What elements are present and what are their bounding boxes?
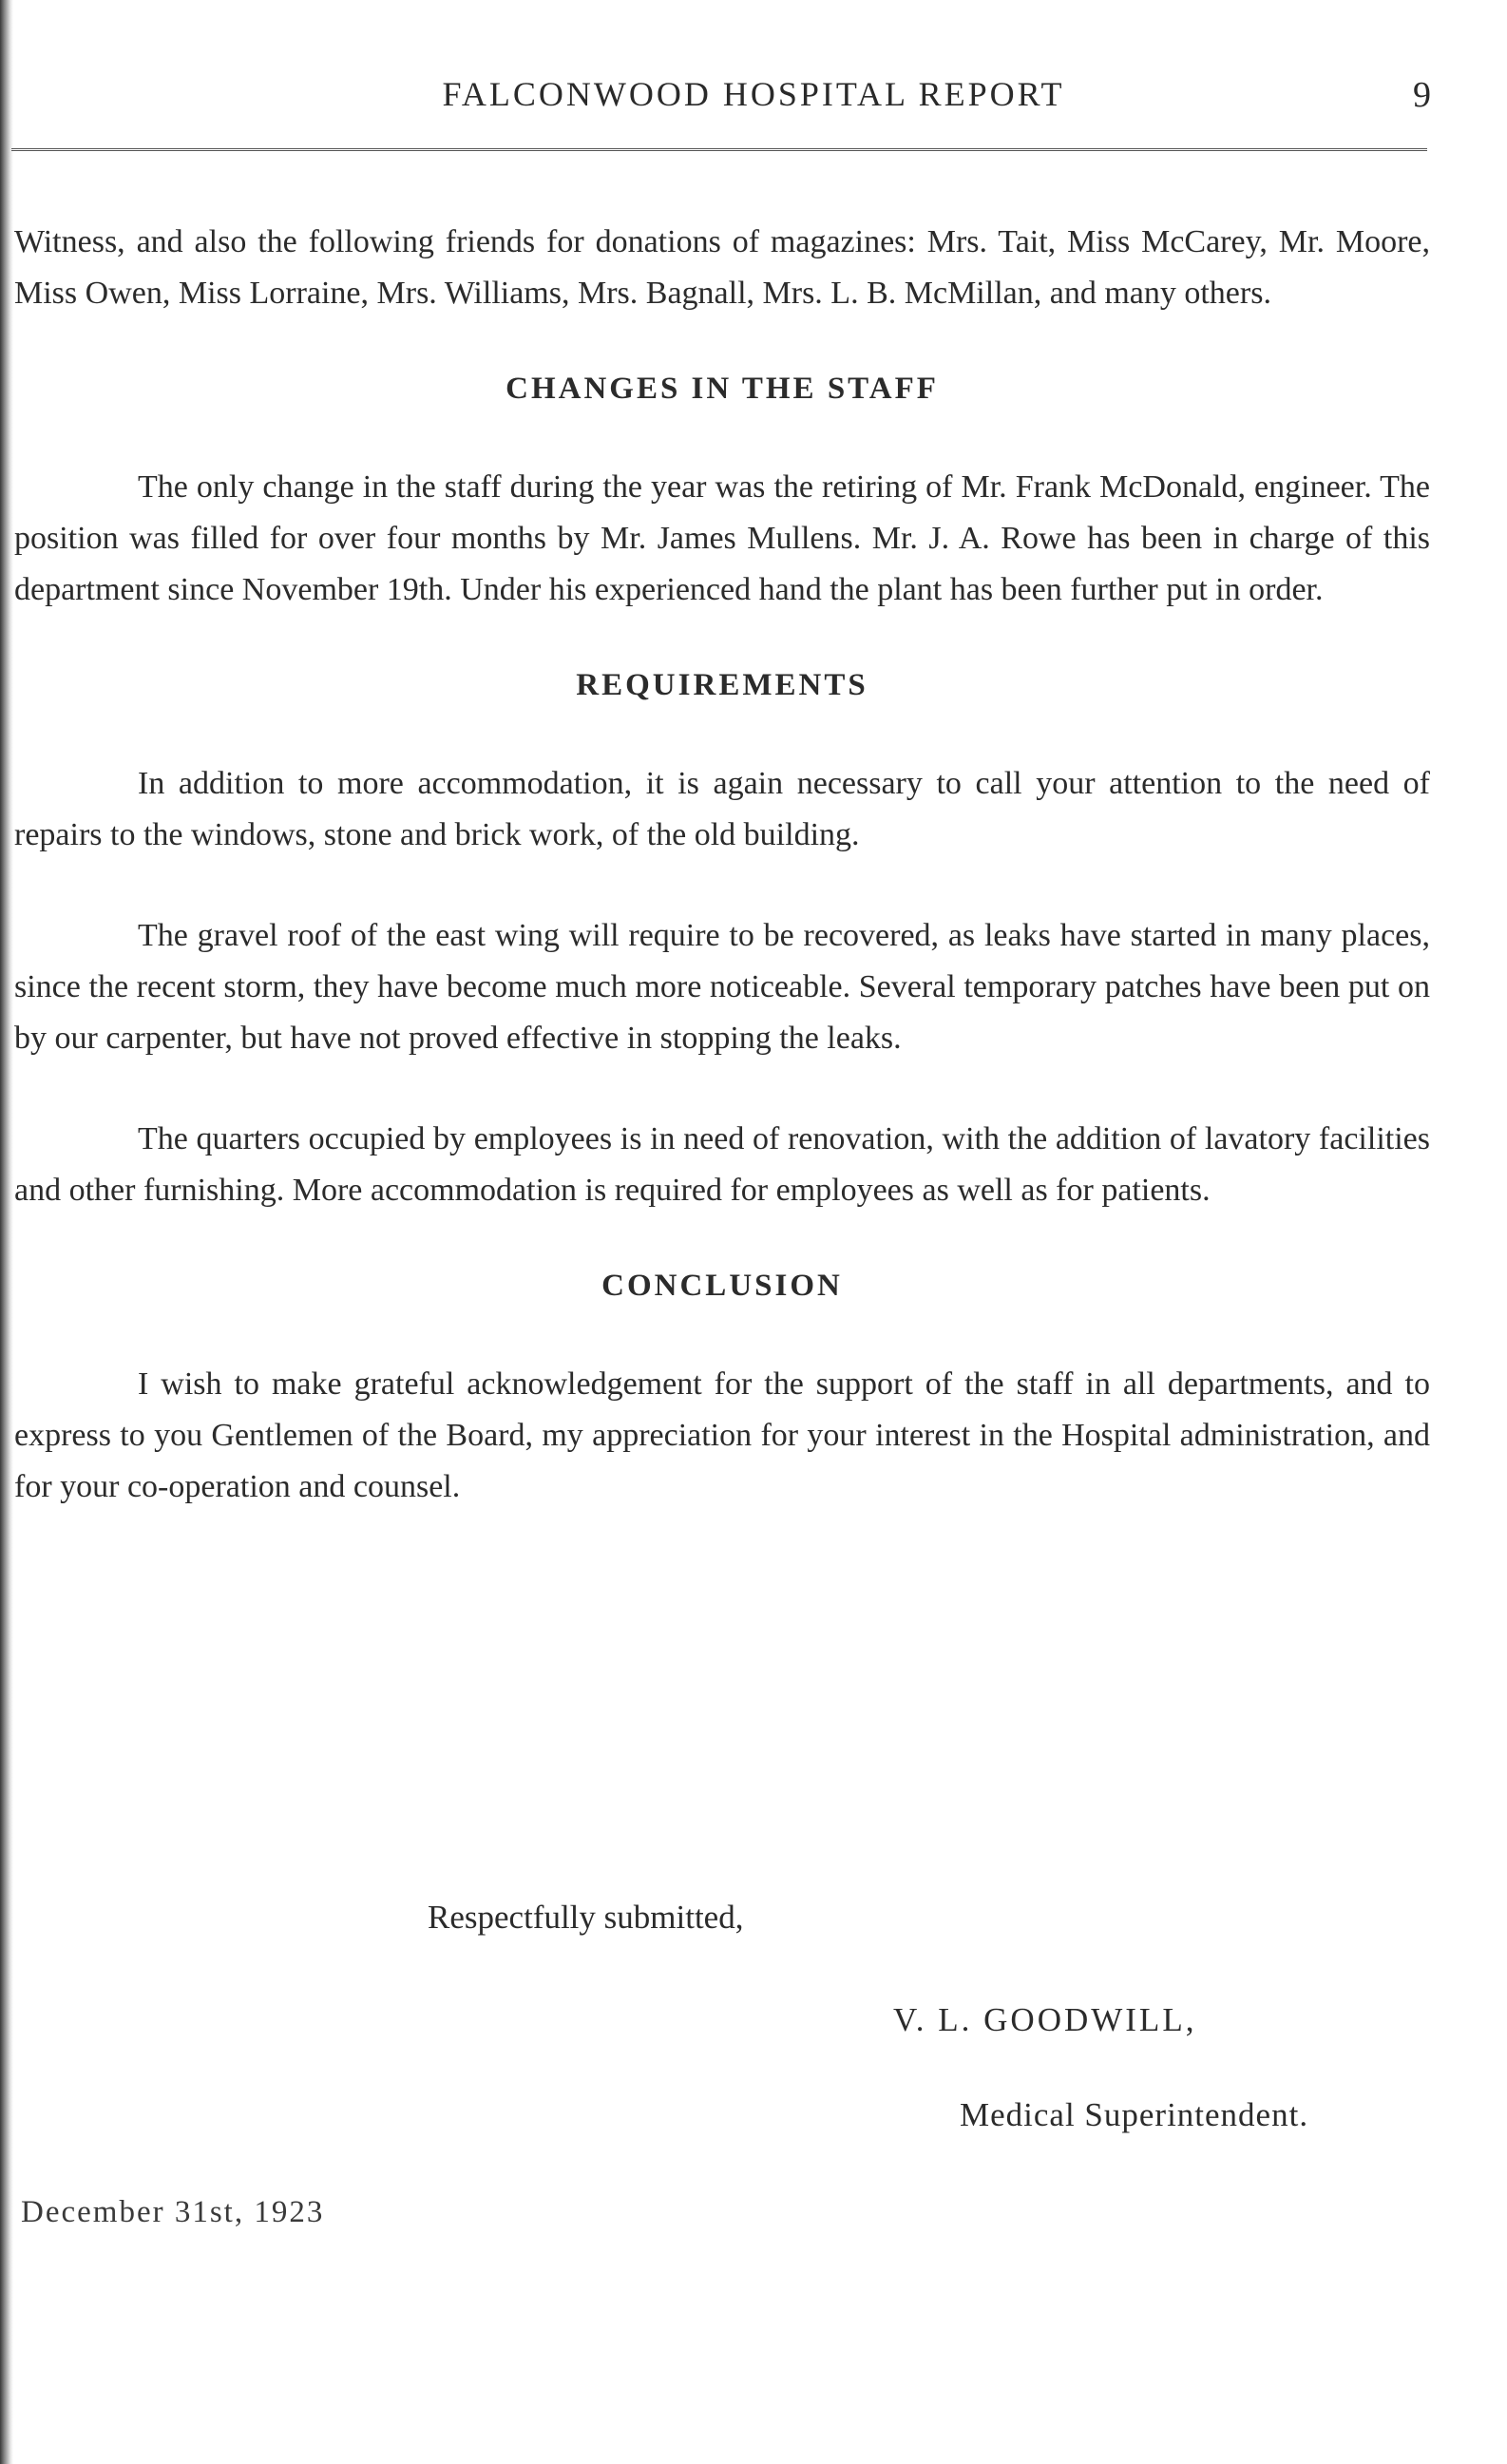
running-title: FALCONWOOD HOSPITAL REPORT [442, 75, 1065, 113]
intro-paragraph: Witness, and also the following friends for donations of magazines: Mrs. Tait, Miss McCarey, Mr. Moore, Miss Owen, Miss Lorraine, Mrs. Williams, Mrs. Bagnall, Mrs. L. B. McMillan, and many others. [14, 224, 1430, 311]
staff-paragraph: The only change in the staff during the year was the retiring of Mr. Frank McDonald, engineer. The position was filled for over four months by Mr. James Mullens. Mr. J. A. Rowe has been in charge of this department since November 19th. Under his experienced hand the plant has been further put in order. [14, 469, 1430, 607]
requirements-heading: REQUIREMENTS [576, 668, 868, 702]
report-body [14, 217, 1430, 1513]
conclusion-heading: CONCLUSION [601, 1269, 843, 1303]
requirements-paragraph-3: The quarters occupied by employees is in need of renovation, with the addition of lavatory facilities and other furnishing. More accommodation is required for employees as well as for patients. [14, 1121, 1430, 1208]
requirements-paragraph-1: In addition to more accommodation, it is again necessary to call your attention to the need of repairs to the windows, stone and brick work, of the old building. [14, 766, 1430, 852]
conclusion-paragraph: I wish to make grateful acknowledgement for the support of the staff in all departments, and to express to you Gentlemen of the Board, my appreciation for your interest in the Hospital administration, and for your co-operation and counsel. [14, 1366, 1430, 1504]
page-header [0, 74, 1507, 131]
staff-heading: CHANGES IN THE STAFF [506, 372, 939, 406]
signature-title: Medical Superintendent. [960, 2096, 1309, 2133]
signature-name: V. L. GOODWILL, [893, 2001, 1197, 2038]
report-date: December 31st, 1923 [21, 2195, 325, 2229]
requirements-paragraph-2: The gravel roof of the east wing will require to be recovered, as leaks have started in many places, since the recent storm, they have become much more noticeable. Several temporary patches have been put on by our carpenter, but have not proved effective in stopping the leaks. [14, 918, 1430, 1056]
page-binding-shadow [0, 0, 13, 2464]
page-number: 9 [1413, 75, 1431, 115]
closing-phrase: Respectfully submitted, [428, 1899, 744, 1936]
header-divider [11, 148, 1427, 151]
